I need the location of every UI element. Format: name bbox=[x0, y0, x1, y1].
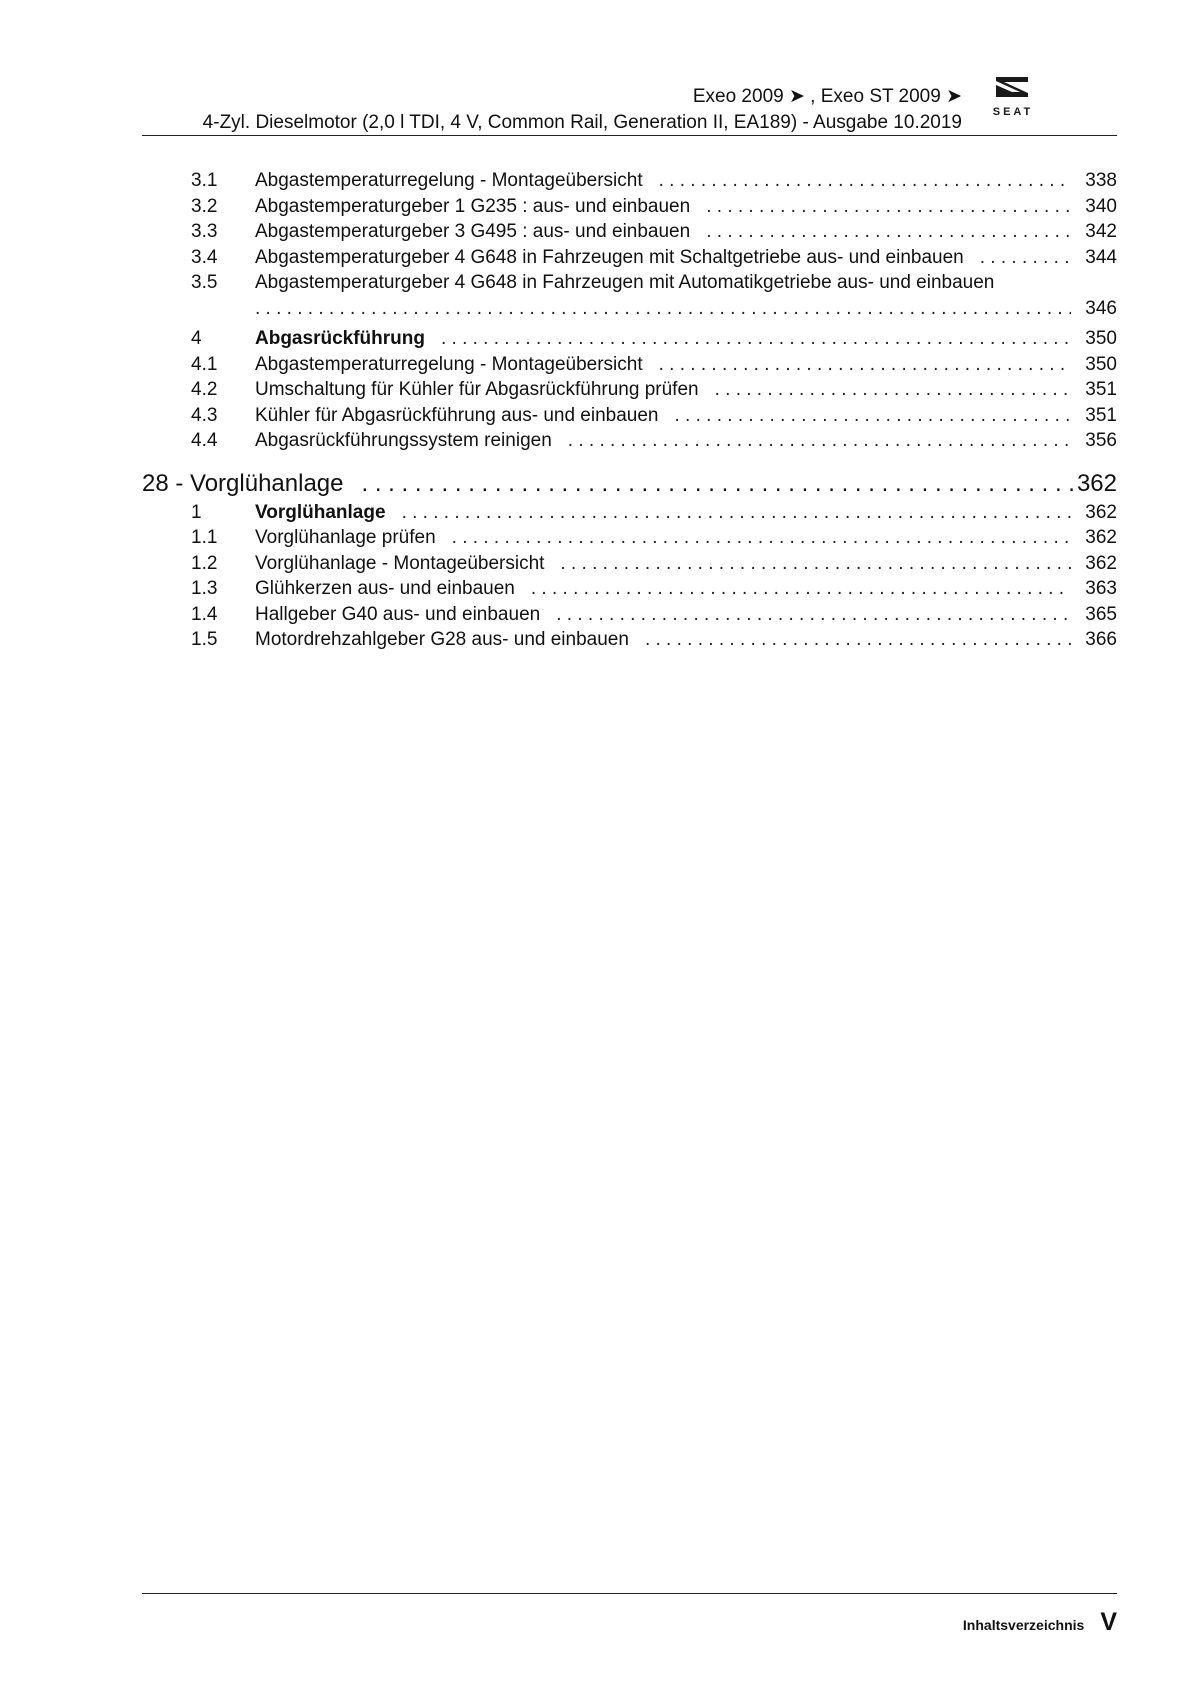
toc-title: Glühkerzen aus- und einbauen bbox=[255, 578, 515, 599]
toc-title: Abgasrückführung bbox=[255, 328, 425, 349]
toc-number: 1.5 bbox=[191, 629, 218, 650]
toc-title: Abgastemperaturgeber 1 G235 : aus- und einbauen bbox=[255, 195, 691, 217]
toc-leader bbox=[669, 403, 1072, 429]
toc-title: Kühler für Abgasrückführung aus- und einbauen bbox=[255, 404, 659, 426]
toc-number: 4.1 bbox=[191, 353, 218, 375]
table-of-contents bbox=[142, 168, 1117, 653]
toc-page: 346 bbox=[1085, 297, 1117, 319]
logo-text: SEAT bbox=[992, 106, 1034, 118]
page-number: V bbox=[1100, 1608, 1117, 1636]
toc-title: Abgastemperaturgeber 4 G648 in Fahrzeugen mit Automatikgetriebe aus- und einbauen bbox=[255, 272, 995, 293]
toc-entry[interactable] bbox=[142, 551, 1117, 577]
toc-leader bbox=[255, 296, 1071, 322]
toc-page: 344 bbox=[1085, 246, 1117, 268]
toc-entry-section[interactable] bbox=[142, 500, 1117, 526]
toc-number: 1.2 bbox=[191, 552, 218, 574]
toc-leader bbox=[435, 326, 1071, 352]
toc-page: 342 bbox=[1085, 221, 1117, 242]
toc-page: 362 bbox=[1085, 527, 1117, 548]
toc-leader bbox=[362, 468, 1077, 500]
toc-number: 4.4 bbox=[191, 430, 218, 451]
toc-leader bbox=[550, 602, 1071, 628]
toc-title: Abgastemperaturregelung - Montageübersicht bbox=[255, 353, 643, 375]
toc-title: Vorglühanlage - Montageübersicht bbox=[255, 552, 545, 574]
toc-page: 365 bbox=[1085, 603, 1117, 625]
toc-page: 351 bbox=[1085, 404, 1117, 426]
page-header bbox=[142, 85, 1044, 137]
toc-title: Abgastemperaturgeber 4 G648 in Fahrzeugen mit Schaltgetriebe aus- und einbauen bbox=[255, 246, 964, 268]
toc-page: 350 bbox=[1085, 328, 1117, 349]
toc-page: 362 bbox=[1085, 501, 1117, 523]
chapter-page: 362 bbox=[1076, 469, 1117, 497]
toc-number: 3.4 bbox=[191, 246, 218, 268]
toc-title: Motordrehzahlgeber G28 aus- und einbauen bbox=[255, 629, 629, 650]
toc-number: 1.4 bbox=[191, 603, 218, 625]
toc-number: 3.3 bbox=[191, 221, 218, 242]
toc-leader bbox=[639, 627, 1071, 653]
toc-entry[interactable] bbox=[142, 352, 1117, 378]
toc-entry[interactable] bbox=[142, 194, 1117, 220]
toc-entry[interactable] bbox=[142, 576, 1117, 602]
header-rule bbox=[142, 135, 1117, 136]
toc-page: 363 bbox=[1085, 578, 1117, 599]
toc-entry[interactable] bbox=[142, 428, 1117, 454]
page-footer bbox=[963, 1608, 1117, 1637]
toc-number: 4.3 bbox=[191, 404, 218, 426]
toc-entry[interactable] bbox=[142, 525, 1117, 551]
toc-entry[interactable] bbox=[142, 270, 1117, 322]
toc-leader bbox=[554, 551, 1071, 577]
toc-page: 356 bbox=[1085, 430, 1117, 451]
toc-title: Vorglühanlage bbox=[255, 501, 386, 523]
toc-leader bbox=[974, 245, 1071, 271]
toc-page: 362 bbox=[1085, 552, 1117, 574]
toc-number: 3.2 bbox=[191, 195, 218, 217]
toc-title: Hallgeber G40 aus- und einbauen bbox=[255, 603, 541, 625]
toc-entry[interactable] bbox=[142, 219, 1117, 245]
footer-label: Inhaltsverzeichnis bbox=[962, 1617, 1085, 1633]
toc-title: Vorglühanlage prüfen bbox=[255, 527, 436, 548]
footer-rule bbox=[142, 1593, 1117, 1594]
toc-title: Abgastemperaturregelung - Montageübersicht bbox=[255, 170, 643, 191]
toc-number: 1.1 bbox=[191, 527, 218, 548]
toc-number: 3.5 bbox=[191, 272, 218, 293]
toc-leader bbox=[562, 428, 1071, 454]
toc-leader bbox=[525, 576, 1071, 602]
toc-leader bbox=[653, 352, 1071, 378]
chapter-title: 28 - Vorglühanlage bbox=[142, 469, 344, 497]
toc-number: 4.2 bbox=[191, 379, 218, 400]
header-engine-line: 4-Zyl. Dieselmotor (2,0 l TDI, 4 V, Common Rail, Generation II, EA189) - Ausgabe 10.2019 bbox=[202, 112, 962, 133]
toc-page: 340 bbox=[1085, 195, 1117, 217]
toc-entry[interactable] bbox=[142, 627, 1117, 653]
header-model-line: Exeo 2009 ➤ , Exeo ST 2009 ➤ bbox=[692, 86, 962, 107]
toc-page: 366 bbox=[1085, 629, 1117, 650]
toc-leader bbox=[700, 219, 1071, 245]
seat-logo-icon bbox=[982, 73, 1044, 129]
toc-leader bbox=[396, 500, 1071, 526]
toc-title: Abgastemperaturgeber 3 G495 : aus- und einbauen bbox=[255, 221, 691, 242]
toc-leader bbox=[446, 525, 1071, 551]
toc-page: 350 bbox=[1085, 353, 1117, 375]
toc-entry[interactable] bbox=[142, 245, 1117, 271]
toc-entry[interactable] bbox=[142, 168, 1117, 194]
toc-entry-section[interactable] bbox=[142, 326, 1117, 352]
toc-page: 338 bbox=[1085, 170, 1117, 191]
toc-leader bbox=[653, 168, 1071, 194]
toc-page: 351 bbox=[1085, 379, 1117, 400]
toc-number: 1.3 bbox=[191, 578, 218, 599]
toc-number: 1 bbox=[191, 501, 202, 523]
toc-entry[interactable] bbox=[142, 403, 1117, 429]
toc-leader bbox=[700, 194, 1071, 220]
toc-entry[interactable] bbox=[142, 602, 1117, 628]
toc-title: Umschaltung für Kühler für Abgasrückführung prüfen bbox=[255, 379, 699, 400]
toc-number: 4 bbox=[191, 328, 202, 349]
toc-title: Abgasrückführungssystem reinigen bbox=[255, 430, 552, 451]
toc-chapter[interactable] bbox=[142, 468, 1117, 500]
toc-leader bbox=[709, 377, 1071, 403]
toc-number: 3.1 bbox=[191, 170, 218, 191]
toc-entry[interactable] bbox=[142, 377, 1117, 403]
